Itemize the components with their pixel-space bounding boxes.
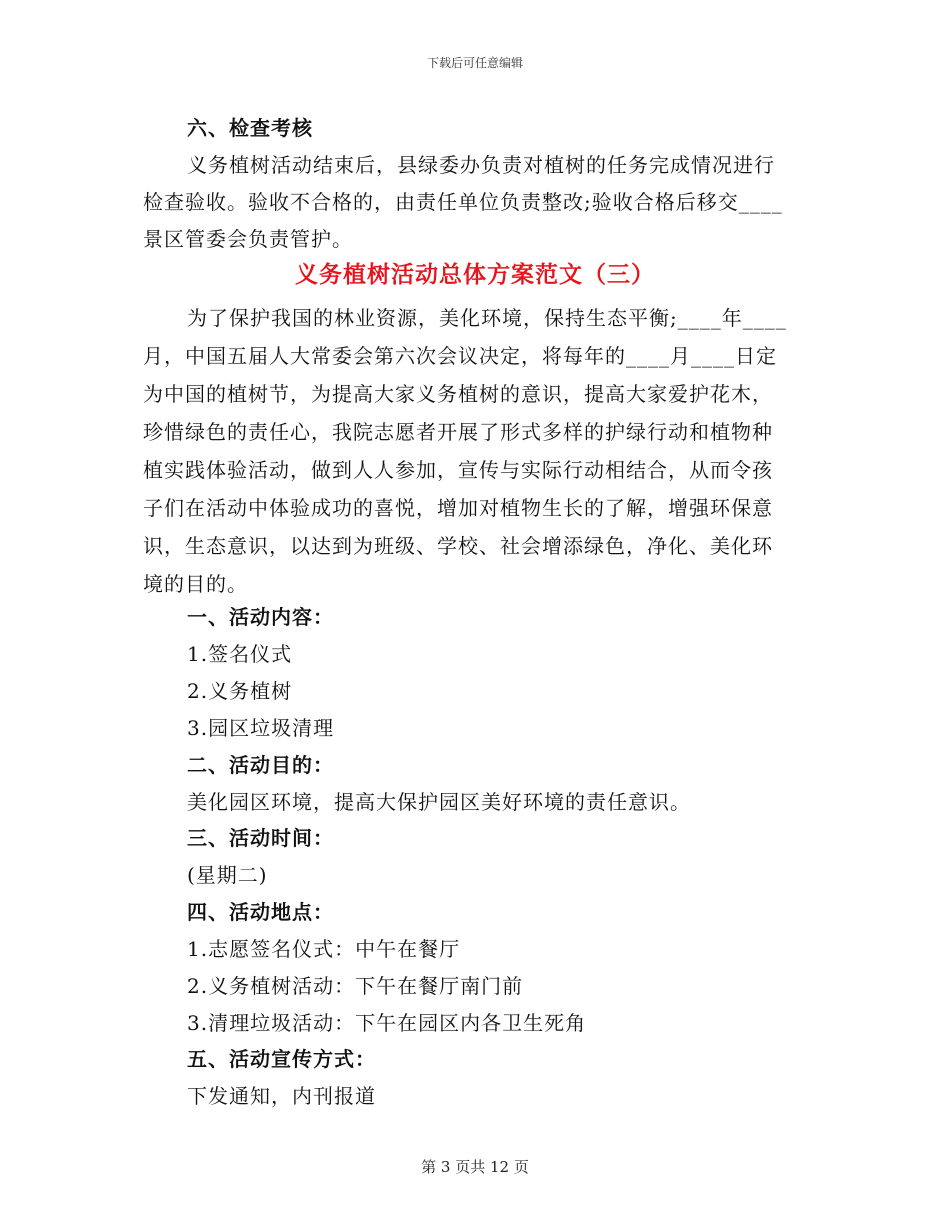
content-item: 1.签名仪式 [187, 642, 293, 666]
location-item: 3.清理垃圾活动：下午在园区内各卫生死角 [187, 1011, 587, 1035]
purpose-text: 美化园区环境，提高大保护园区美好环境的责任意识。 [187, 790, 691, 814]
time-heading: 三、活动时间： [187, 826, 334, 850]
location-item: 1.志愿签名仪式：中午在餐厅 [187, 937, 461, 961]
intro-paragraph-line: 子们在活动中体验成功的喜悦，增加对植物生长的了解，增强环保意 [143, 496, 773, 520]
publicity-text: 下发通知，内刊报道 [187, 1084, 376, 1108]
intro-paragraph-line: 识，生态意识，以达到为班级、学校、社会增添绿色，净化、美化环 [143, 534, 773, 558]
intro-paragraph-line: 月，中国五届人大常委会第六次会议决定，将每年的____月____日定 [143, 344, 777, 368]
section-6-paragraph-line: 义务植树活动结束后，县绿委办负责对植树的任务完成情况进行 [187, 153, 775, 177]
page-header-note: 下载后可任意编辑 [426, 56, 523, 70]
intro-paragraph-line: 境的目的。 [143, 572, 248, 596]
section-6-heading: 六、检查考核 [187, 116, 313, 140]
intro-paragraph-line: 为中国的植树节，为提高大家义务植树的意识，提高大家爱护花木， [143, 382, 773, 406]
document-title: 义务植树活动总体方案范文（三） [295, 261, 655, 288]
section-6-paragraph-line: 景区管委会负责管护。 [143, 227, 353, 251]
section-6-paragraph-line: 检查验收。验收不合格的，由责任单位负责整改;验收合格后移交____ [143, 190, 783, 214]
intro-paragraph-line: 为了保护我国的林业资源，美化环境，保持生态平衡;____年____ [187, 306, 787, 330]
purpose-heading: 二、活动目的： [187, 753, 334, 777]
page-number-footer: 第 3 页共 12 页 [421, 1158, 529, 1176]
publicity-heading: 五、活动宣传方式： [187, 1047, 376, 1071]
content-heading: 一、活动内容： [187, 605, 334, 629]
intro-paragraph-line: 植实践体验活动，做到人人参加，宣传与实际行动相结合，从而令孩 [143, 458, 773, 482]
time-text: (星期二) [187, 863, 268, 887]
location-item: 2.义务植树活动：下午在餐厅南门前 [187, 974, 524, 998]
content-item: 3.园区垃圾清理 [187, 716, 335, 740]
location-heading: 四、活动地点： [187, 900, 334, 924]
content-item: 2.义务植树 [187, 679, 293, 703]
intro-paragraph-line: 珍惜绿色的责任心，我院志愿者开展了形式多样的护绿行动和植物种 [143, 420, 773, 444]
